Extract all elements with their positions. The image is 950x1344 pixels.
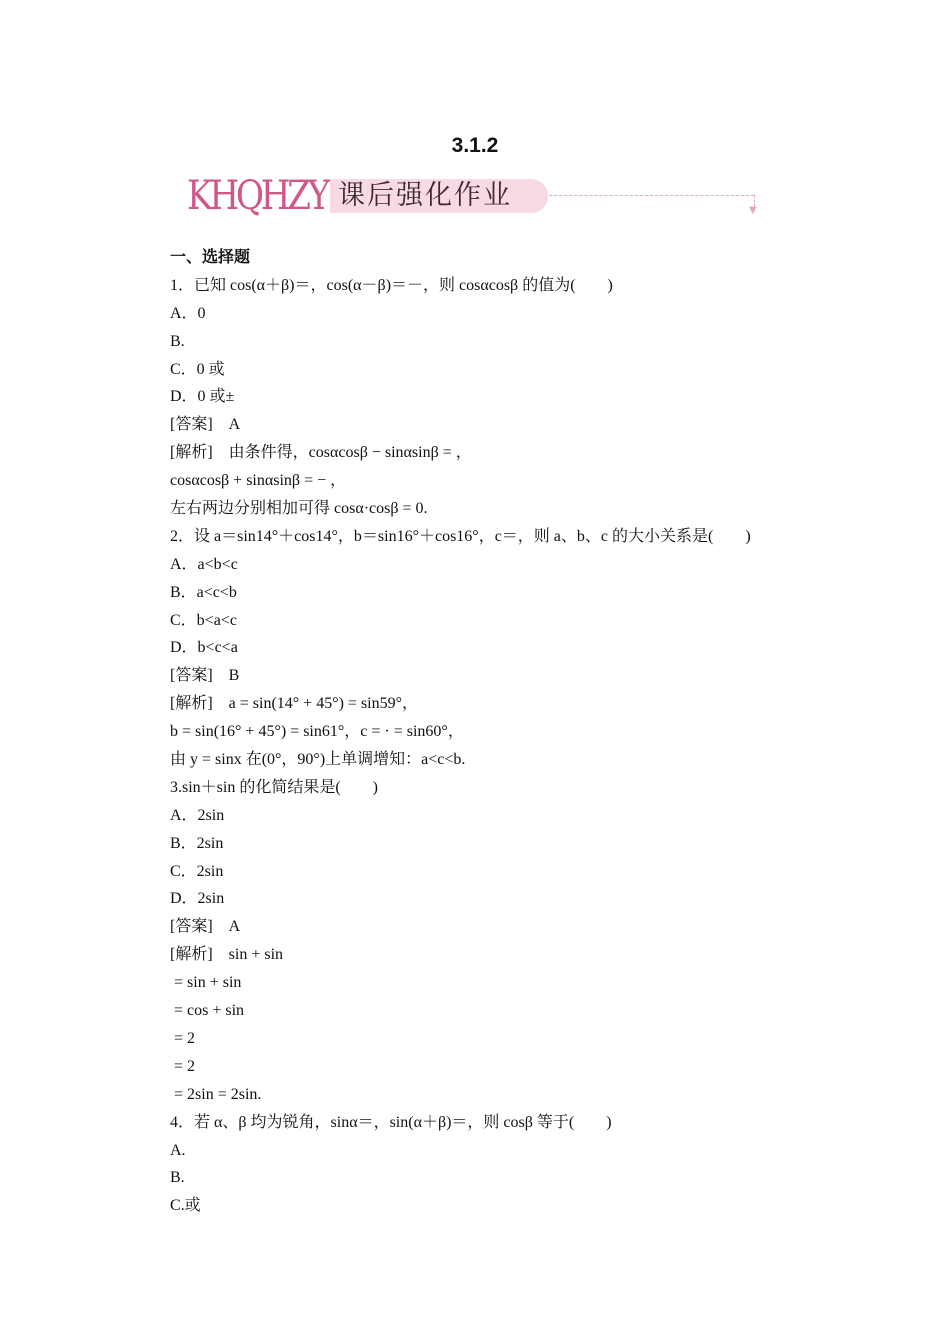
banner-label: 课后强化作业 bbox=[338, 180, 512, 211]
banner-dashed-line bbox=[549, 195, 754, 196]
analysis-line: = 2 bbox=[170, 1029, 196, 1047]
question-1: 1．已知 cos(α＋β)＝，cos(α－β)＝－，则 cosαcosβ 的值为( ) bbox=[170, 276, 613, 294]
option-b: B．a<c<b bbox=[170, 583, 237, 601]
option-d: D．0 或± bbox=[170, 388, 235, 406]
document-body bbox=[170, 244, 810, 1220]
option-c: C.或 bbox=[170, 1197, 201, 1215]
page-title: 3.1.2 bbox=[451, 134, 499, 157]
arrow-down-icon: ▼ bbox=[749, 205, 757, 216]
analysis: [解析] 由条件得，cosαcosβ − sinαsinβ = ， bbox=[170, 444, 472, 462]
answer: [答案] A bbox=[170, 416, 241, 434]
question-2: 2．设 a＝sin14°＋cos14°，b＝sin16°＋cos16°，c＝，则 a、b、c 的大小关系是( ) bbox=[170, 527, 751, 545]
option-b: B. bbox=[170, 332, 185, 350]
section-heading: 一、选择题 bbox=[170, 249, 251, 266]
analysis-line: = 2 bbox=[170, 1057, 196, 1075]
option-d: D．2sin bbox=[170, 890, 225, 908]
option-b: B．2sin bbox=[170, 834, 224, 852]
option-c: C．2sin bbox=[170, 862, 224, 880]
option-a: A．0 bbox=[170, 304, 206, 322]
analysis-line: b = sin(16° + 45°) = sin61°，c = · = sin60°， bbox=[170, 723, 464, 741]
question-4: 4．若 α、β 均为锐角，sinα＝，sin(α＋β)＝，则 cosβ 等于( ) bbox=[170, 1113, 612, 1131]
answer: [答案] A bbox=[170, 918, 241, 936]
analysis-line: = 2sin = 2sin. bbox=[170, 1085, 262, 1103]
option-b: B. bbox=[170, 1169, 185, 1187]
section-banner bbox=[187, 172, 767, 220]
option-c: C．0 或 bbox=[170, 360, 225, 378]
analysis: [解析] a = sin(14° + 45°) = sin59°， bbox=[170, 695, 419, 713]
analysis-line: = cos + sin bbox=[170, 1002, 245, 1020]
option-a: A．a<b<c bbox=[170, 555, 238, 573]
analysis-line: 由 y = sinx 在(0°，90°)上单调增知：a<c<b. bbox=[170, 751, 466, 769]
question-3: 3.sin＋sin 的化简结果是( ) bbox=[170, 778, 379, 796]
option-d: D．b<c<a bbox=[170, 639, 238, 657]
analysis-line: 左右两边分别相加可得 cosα·cosβ = 0. bbox=[170, 500, 428, 518]
option-a: A. bbox=[170, 1141, 186, 1159]
answer: [答案] B bbox=[170, 667, 240, 685]
option-c: C．b<a<c bbox=[170, 611, 237, 629]
analysis: [解析] sin + sin bbox=[170, 946, 284, 964]
analysis-line: = sin + sin bbox=[170, 974, 242, 992]
analysis-line: cosαcosβ + sinαsinβ = − ， bbox=[170, 472, 347, 490]
option-a: A．2sin bbox=[170, 806, 225, 824]
banner-logo: KHQHZY bbox=[187, 173, 327, 219]
